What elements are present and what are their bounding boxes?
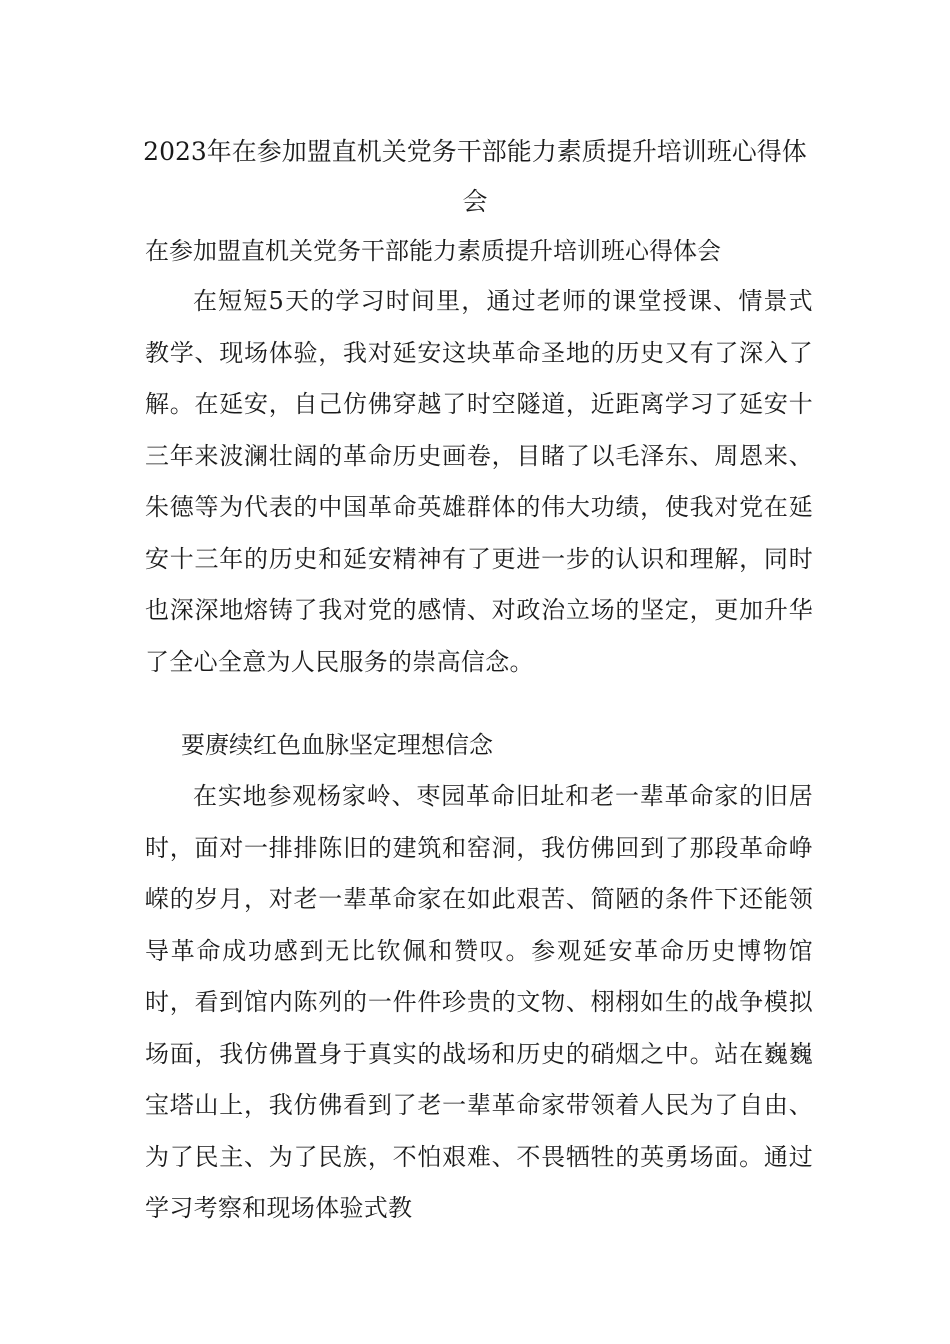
- section-heading: 要赓续红色血脉坚定理想信念: [181, 731, 493, 759]
- paragraph-2: 在实地参观杨家岭、枣园革命旧址和老一辈革命家的旧居时，面对一排排陈旧的建筑和窑洞，我仿佛回到了那段革命峥嵘的岁月，对老一辈革命家在如此艰苦、简陋的条件下还能领导革命成功感到无比钦佩和赞叹。参观延安革命历史博物馆时，看到馆内陈列的一件件珍贵的文物、栩栩如生的战争模拟场面，我仿佛置身于真实的战场和历史的硝烟之中。站在巍巍宝塔山上，我仿佛看到了老一辈革命家带领着人民为了自由、为了民主、为了民族，不怕艰难、不畏牺牲的英勇场面。通过学习考察和现场体验式教: [145, 782, 813, 1222]
- paragraph-1: 在短短5天的学习时间里，通过老师的课堂授课、情景式教学、现场体验，我对延安这块革命圣地的历史又有了深入了解。在延安，自己仿佛穿越了时空隧道，近距离学习了延安十三年来波澜壮阔的革命历史画卷，目睹了以毛泽东、周恩来、朱德等为代表的中国革命英雄群体的伟大功绩，使我对党在延安十三年的历史和延安精神有了更进一步的认识和理解，同时也深深地熔铸了我对党的感情、对政治立场的坚定，更加升华了全心全意为人民服务的崇高信念。: [145, 287, 813, 676]
- document-subtitle: 在参加盟直机关党务干部能力素质提升培训班心得体会: [145, 237, 721, 265]
- document-title: 2023年在参加盟直机关党务干部能力素质提升培训班心得体会: [143, 137, 807, 216]
